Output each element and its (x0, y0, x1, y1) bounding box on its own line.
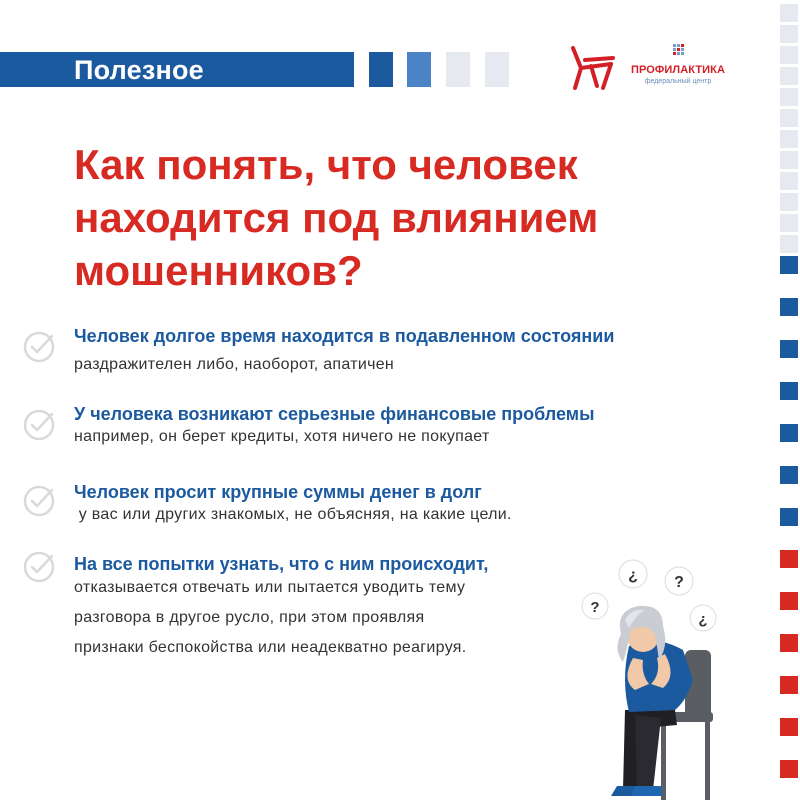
strip-square (780, 550, 798, 568)
strip-square (780, 571, 798, 589)
item-heading: У человека возникают серьезные финансовые проблемы (74, 404, 595, 424)
question-bubble (619, 560, 647, 588)
grid-logo-icon (673, 44, 687, 58)
item-text (74, 350, 394, 380)
strip-square (780, 613, 798, 631)
strip-square (780, 739, 798, 757)
strip-square (780, 718, 798, 736)
strip-square (780, 529, 798, 547)
item-text-line: у вас или других знакомых, не объясняя, на какие цели. (74, 506, 512, 523)
logo-subtitle: федеральный центр (644, 78, 712, 85)
strip-square (780, 487, 798, 505)
header-square-light-blue (407, 52, 431, 87)
strip-square (780, 403, 798, 421)
item-heading: На все попытки узнать, что с ним происходит, (74, 554, 489, 574)
header-square-grey (485, 52, 509, 87)
strip-square (780, 655, 798, 673)
strip-square (780, 46, 798, 64)
strip-square (780, 382, 798, 400)
strip-square (780, 277, 798, 295)
main-title-line: находится под влиянием (74, 194, 599, 241)
item-text (74, 573, 467, 663)
chair-logo-icon (567, 44, 619, 92)
strip-square (780, 298, 798, 316)
check-circle-icon (22, 330, 56, 364)
strip-square (780, 235, 798, 253)
strip-square (780, 67, 798, 85)
question-mark: ¿ (628, 567, 638, 584)
strip-square (780, 508, 798, 526)
check-circle-icon (22, 550, 56, 584)
check-circle-icon (22, 408, 56, 442)
strip-square (780, 214, 798, 232)
item-text-line: например, он берет кредиты, хотя ничего не покупает (74, 428, 490, 445)
strip-square (780, 256, 798, 274)
question-bubble (665, 567, 693, 595)
header-square-dark-blue (369, 52, 393, 87)
question-mark: ? (590, 599, 600, 616)
strip-square (780, 109, 798, 127)
logo-name: ПРОФИЛАКТИКА (630, 64, 726, 76)
decorative-strip (778, 0, 800, 800)
worried-woman-illustration (565, 550, 780, 800)
question-mark: ¿ (698, 611, 708, 628)
strip-square (780, 88, 798, 106)
strip-square (780, 445, 798, 463)
strip-square (780, 151, 798, 169)
main-title-line: мошенников? (74, 247, 363, 294)
question-mark: ? (674, 574, 684, 591)
strip-square (780, 592, 798, 610)
item-text (74, 500, 512, 530)
item-heading: Человек просит крупные суммы денег в долг (74, 482, 482, 502)
item-heading: Человек долгое время находится в подавленном состоянии (74, 326, 615, 346)
strip-square (780, 634, 798, 652)
strip-square (780, 697, 798, 715)
strip-square (780, 424, 798, 442)
strip-square (780, 25, 798, 43)
main-title (74, 138, 694, 297)
header-square-grey (446, 52, 470, 87)
strip-square (780, 466, 798, 484)
strip-square (780, 781, 798, 799)
main-title-line: Как понять, что человек (74, 141, 578, 188)
strip-square (780, 319, 798, 337)
strip-square (780, 676, 798, 694)
strip-square (780, 172, 798, 190)
strip-square (780, 340, 798, 358)
strip-square (780, 361, 798, 379)
item-text-line: разговора в другое русло, при этом проявляя (74, 609, 425, 626)
item-text-line: раздражителен либо, наоборот, апатичен (74, 356, 395, 373)
strip-square (780, 130, 798, 148)
header-title: Полезное (74, 55, 204, 85)
item-text-line: признаки беспокойства или неадекватно реагируя. (74, 639, 467, 656)
item-text (74, 422, 490, 452)
item-text-line: отказывается отвечать или пытается уводить тему (74, 579, 466, 596)
check-circle-icon (22, 484, 56, 518)
question-bubble (582, 593, 608, 619)
question-bubble (690, 605, 716, 631)
strip-square (780, 760, 798, 778)
strip-square (780, 193, 798, 211)
strip-square (780, 4, 798, 22)
